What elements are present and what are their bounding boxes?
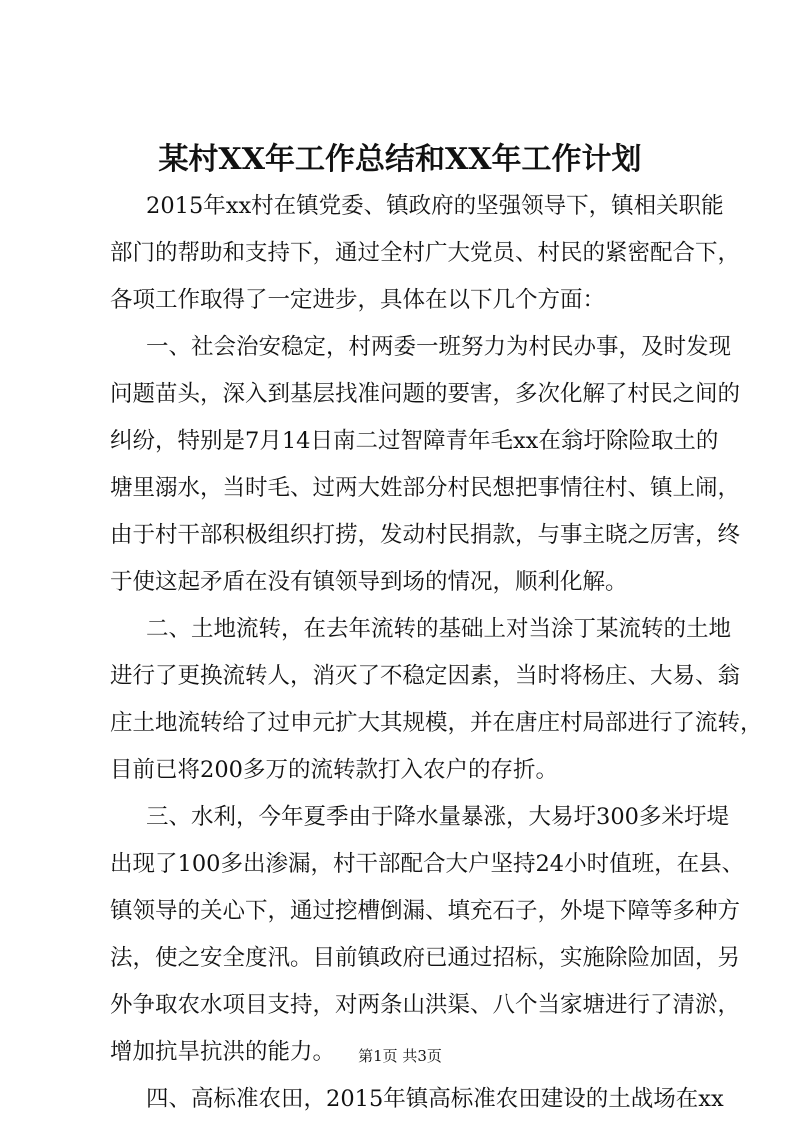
text-line: 三、水利，今年夏季由于降水量暴涨，大易圩300多米圩堤	[146, 804, 729, 830]
text-line: 目前已将200多万的流转款打入农户的存折。	[110, 757, 558, 783]
text-line: 出现了100多出渗漏，村干部配合大户坚持24小时值班，在县、	[110, 851, 745, 877]
text-line: 由于村干部积极组织打捞，发动村民捐款，与事主晓之厉害，终	[110, 522, 741, 548]
text-line: 一、社会治安稳定，村两委一班努力为村民办事，及时发现	[146, 334, 732, 360]
paragraph	[110, 183, 741, 324]
text-line: 进行了更换流转人，消灭了不稳定因素，当时将杨庄、大易、翁	[110, 663, 741, 689]
text-line: 各项工作取得了一定进步，具体在以下几个方面：	[110, 287, 606, 313]
text-line: 二、土地流转，在去年流转的基础上对当涂丁某流转的土地	[146, 616, 732, 642]
text-line: 镇领导的关心下，通过挖槽倒漏、填充石子，外堤下障等多种方	[110, 898, 741, 924]
text-line: 法，使之安全度汛。目前镇政府已通过招标，实施除险加固，另	[110, 945, 741, 971]
document-title: 某村XX年工作总结和XX年工作计划	[158, 142, 642, 177]
text-line: 纠纷，特别是7月14日南二过智障青年毛xx在翁圩除险取土的	[110, 428, 719, 454]
text-line: 2015年xx村在镇党委、镇政府的坚强领导下，镇相关职能	[146, 193, 724, 219]
page-number-footer: 第1页 共3页	[358, 1047, 442, 1065]
text-line: 增加抗旱抗洪的能力。	[110, 1039, 336, 1065]
paragraph	[110, 794, 745, 1076]
text-line: 问题苗头，深入到基层找准问题的要害，多次化解了村民之间的	[110, 381, 741, 407]
paragraph	[110, 1076, 724, 1123]
text-line: 庄土地流转给了过申元扩大其规模，并在唐庄村局部进行了流转，	[110, 710, 763, 736]
paragraph	[110, 324, 741, 606]
text-line: 于使这起矛盾在没有镇领导到场的情况，顺利化解。	[110, 569, 628, 595]
text-line: 四、高标准农田，2015年镇高标准农田建设的土战场在xx	[146, 1086, 724, 1112]
text-line: 外争取农水项目支持，对两条山洪渠、八个当家塘进行了清淤，	[110, 992, 741, 1018]
text-line: 塘里溺水，当时毛、过两大姓部分村民想把事情往村、镇上闹，	[110, 475, 741, 501]
text-line: 部门的帮助和支持下，通过全村广大党员、村民的紧密配合下，	[110, 240, 741, 266]
document-body	[110, 183, 763, 1123]
paragraph	[110, 606, 763, 794]
